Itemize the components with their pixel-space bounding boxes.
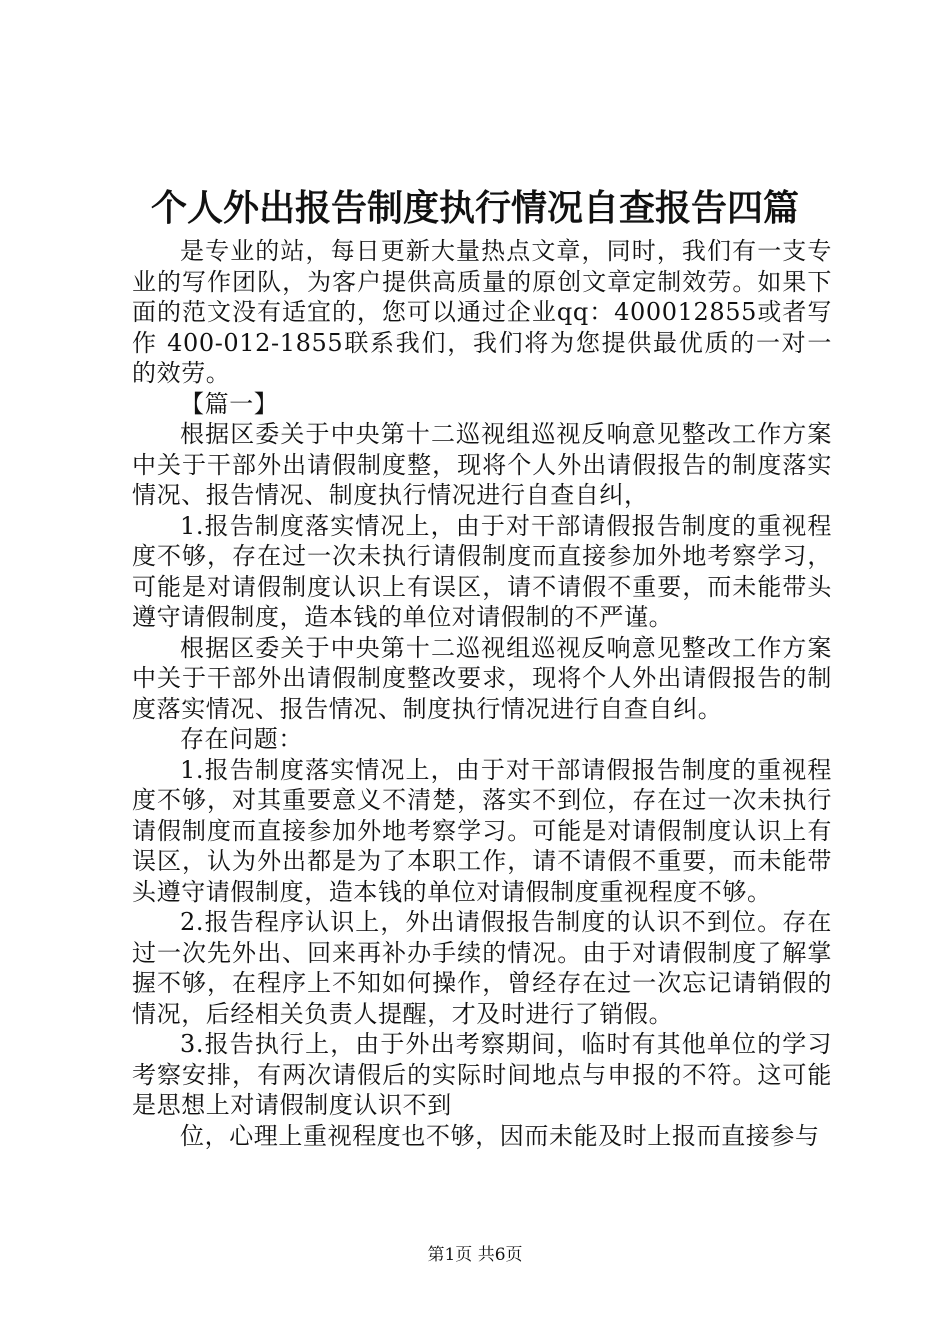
body-paragraph: 1.报告制度落实情况上，由于对干部请假报告制度的重视程度不够，存在过一次未执行请假制度而直接参加外地考察学习，可能是对请假制度认识上有误区，请不请假不重要，而未能带头遵守请假制度，造本钱的单位对请假制的不严谨。: [132, 511, 832, 631]
intro-paragraph: 是专业的站，每日更新大量热点文章，同时，我们有一支专业的写作团队，为客户提供高质量的原创文章定制效劳。如果下面的范文没有适宜的，您可以通过企业qq：400012855或者写作 400-012-1855联系我们，我们将为您提供最优质的一对一的效劳。: [132, 237, 832, 387]
body-paragraph: 根据区委关于中央第十二巡视组巡视反响意见整改工作方案中关于干部外出请假制度整，现将个人外出请假报告的制度落实情况、报告情况、制度执行情况进行自查自纠，: [132, 420, 832, 509]
body-paragraph: 1.报告制度落实情况上，由于对干部请假报告制度的重视程度不够，对其重要意义不清楚，落实不到位，存在过一次未执行请假制度而直接参加外地考察学习。可能是对请假制度认识上有误区，认为外出都是为了本职工作，请不请假不重要，而未能带头遵守请假制度，造本钱的单位对请假制度重视程度不够。: [132, 755, 832, 906]
subheading-paragraph: 存在问题：: [180, 725, 303, 753]
body-paragraph: 根据区委关于中央第十二巡视组巡视反响意见整改工作方案中关于干部外出请假制度整改要求，现将个人外出请假报告的制度落实情况、报告情况、制度执行情况进行自查自纠。: [132, 633, 832, 723]
document-body: [132, 236, 832, 1151]
body-paragraph: 位，心理上重视程度也不够，因而未能及时上报而直接参与: [180, 1121, 820, 1150]
document-title: 个人外出报告制度执行情况自查报告四篇: [150, 187, 799, 229]
section-heading: 【篇一】: [180, 389, 279, 418]
body-paragraph: 2.报告程序认识上，外出请假报告制度的认识不到位。存在过一次先外出、回来再补办手续的情况。由于对请假制度了解掌握不够，在程序上不知如何操作，曾经存在过一次忘记请销假的情况，后经相关负责人提醒，才及时进行了销假。: [132, 908, 832, 1028]
page-footer: 第1页 共6页: [427, 1245, 523, 1265]
body-paragraph: 3.报告执行上，由于外出考察期间，临时有其他单位的学习考察安排，有两次请假后的实际时间地点与申报的不符。这可能是思想上对请假制度认识不到: [132, 1030, 832, 1119]
